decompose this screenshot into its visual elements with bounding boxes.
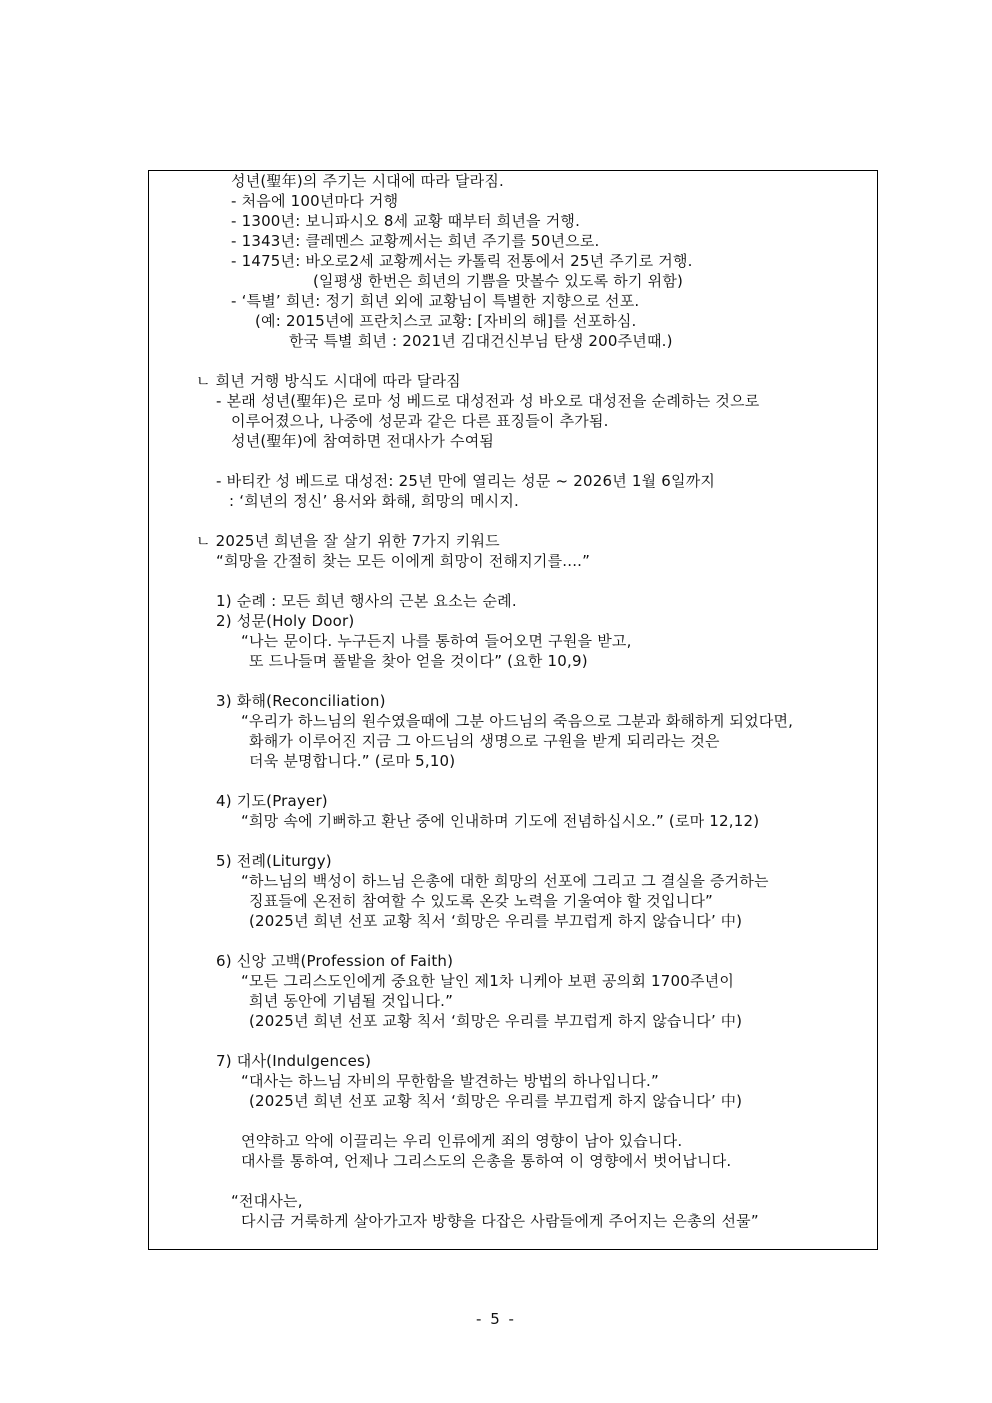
- section-heading: ㄴ 2025년 희년을 잘 살기 위한 7가지 키워드: [196, 532, 500, 550]
- quote-line: “대사는 하느님 자비의 무한함을 발견하는 방법의 하나입니다.”: [241, 1072, 659, 1090]
- quote-line: 또 드나들며 풀밭을 찾아 얻을 것이다” (요한 10,9): [249, 652, 588, 670]
- source-line: (2025년 희년 선포 교황 칙서 ‘희망은 우리를 부끄럽게 하지 않습니다’ 中): [249, 1012, 743, 1030]
- quote-line: “나는 문이다. 누구든지 나를 통하여 들어오면 구원을 받고,: [241, 632, 632, 650]
- text-line: (예: 2015년에 프란치스코 교황: [자비의 해]를 선포하심.: [255, 312, 637, 330]
- keyword-heading: 2) 성문(Holy Door): [216, 612, 355, 630]
- section-heading: ㄴ 희년 거행 방식도 시대에 따라 달라짐: [196, 372, 461, 390]
- text-line: 이루어졌으나, 나중에 성문과 같은 다른 표징들이 추가됨.: [231, 412, 609, 430]
- quote-line: “모든 그리스도인에게 중요한 날인 제1차 니케아 보편 공의회 1700주년이: [241, 972, 735, 990]
- closing-quote: “전대사는,: [231, 1192, 303, 1210]
- text-line: (일평생 한번은 희년의 기쁨을 맛볼수 있도록 하기 위함): [313, 272, 684, 290]
- quote-line: 더욱 분명합니다.” (로마 5,10): [249, 752, 456, 770]
- keyword-heading: 5) 전례(Liturgy): [216, 852, 332, 870]
- text-line: 성년(聖年)의 주기는 시대에 따라 달라짐.: [231, 172, 505, 190]
- page-number: - 5 -: [476, 1310, 516, 1328]
- text-line: - 1475년: 바오로2세 교황께서는 카톨릭 전통에서 25년 주기로 거행.: [231, 252, 693, 270]
- quote-line: “하느님의 백성이 하느님 은총에 대한 희망의 선포에 그리고 그 결실을 증거하는: [241, 872, 769, 890]
- text-line: 성년(聖年)에 참여하면 전대사가 수여됨: [231, 432, 495, 450]
- quote-line: 화해가 이루어진 지금 그 아드님의 생명으로 구원을 받게 되리라는 것은: [249, 732, 720, 750]
- content-box: [148, 170, 878, 1250]
- keyword-heading: 1) 순례 : 모든 희년 행사의 근본 요소는 순례.: [216, 592, 517, 610]
- keyword-heading: 4) 기도(Prayer): [216, 792, 328, 810]
- keyword-heading: 7) 대사(Indulgences): [216, 1052, 372, 1070]
- keyword-heading: 3) 화해(Reconciliation): [216, 692, 386, 710]
- text-line: 한국 특별 희년 : 2021년 김대건신부님 탄생 200주년때.): [289, 332, 673, 350]
- keyword-heading: 6) 신앙 고백(Profession of Faith): [216, 952, 454, 970]
- text-line: - 처음에 100년마다 거행: [231, 192, 399, 210]
- text-line: 연약하고 악에 이끌리는 우리 인류에게 죄의 영향이 남아 있습니다.: [241, 1132, 683, 1150]
- closing-quote: 다시금 거룩하게 살아가고자 방향을 다잡은 사람들에게 주어지는 은총의 선물”: [241, 1212, 759, 1230]
- text-line: - 본래 성년(聖年)은 로마 성 베드로 대성전과 성 바오로 대성전을 순례하는 것으로: [216, 392, 760, 410]
- source-line: (2025년 희년 선포 교황 칙서 ‘희망은 우리를 부끄럽게 하지 않습니다’ 中): [249, 912, 743, 930]
- source-line: (2025년 희년 선포 교황 칙서 ‘희망은 우리를 부끄럽게 하지 않습니다’ 中): [249, 1092, 743, 1110]
- text-line: - 1300년: 보니파시오 8세 교황 때부터 희년을 거행.: [231, 212, 581, 230]
- quote-line: 징표들에 온전히 참여할 수 있도록 온갖 노력을 기울여야 할 것입니다”: [249, 892, 714, 910]
- quote-line: “우리가 하느님의 원수였을때에 그분 아드님의 죽음으로 그분과 화해하게 되었다면,: [241, 712, 794, 730]
- quote-line: “희망 속에 기뻐하고 환난 중에 인내하며 기도에 전념하십시오.” (로마 12,12): [241, 812, 760, 830]
- text-line: - 바티칸 성 베드로 대성전: 25년 만에 열리는 성문 ~ 2026년 1월 6일까지: [216, 472, 716, 490]
- quote-line: 희년 동안에 기념될 것입니다.”: [249, 992, 454, 1010]
- text-line: “희망을 간절히 찾는 모든 이에게 희망이 전해지기를....”: [216, 552, 591, 570]
- text-line: 대사를 통하여, 언제나 그리스도의 은총을 통하여 이 영향에서 벗어납니다.: [241, 1152, 732, 1170]
- text-line: - ‘특별’ 희년: 정기 희년 외에 교황님이 특별한 지향으로 선포.: [231, 292, 640, 310]
- text-line: - 1343년: 클레멘스 교황께서는 희년 주기를 50년으로.: [231, 232, 600, 250]
- text-line: : ‘희년의 정신’ 용서와 화해, 희망의 메시지.: [229, 492, 519, 510]
